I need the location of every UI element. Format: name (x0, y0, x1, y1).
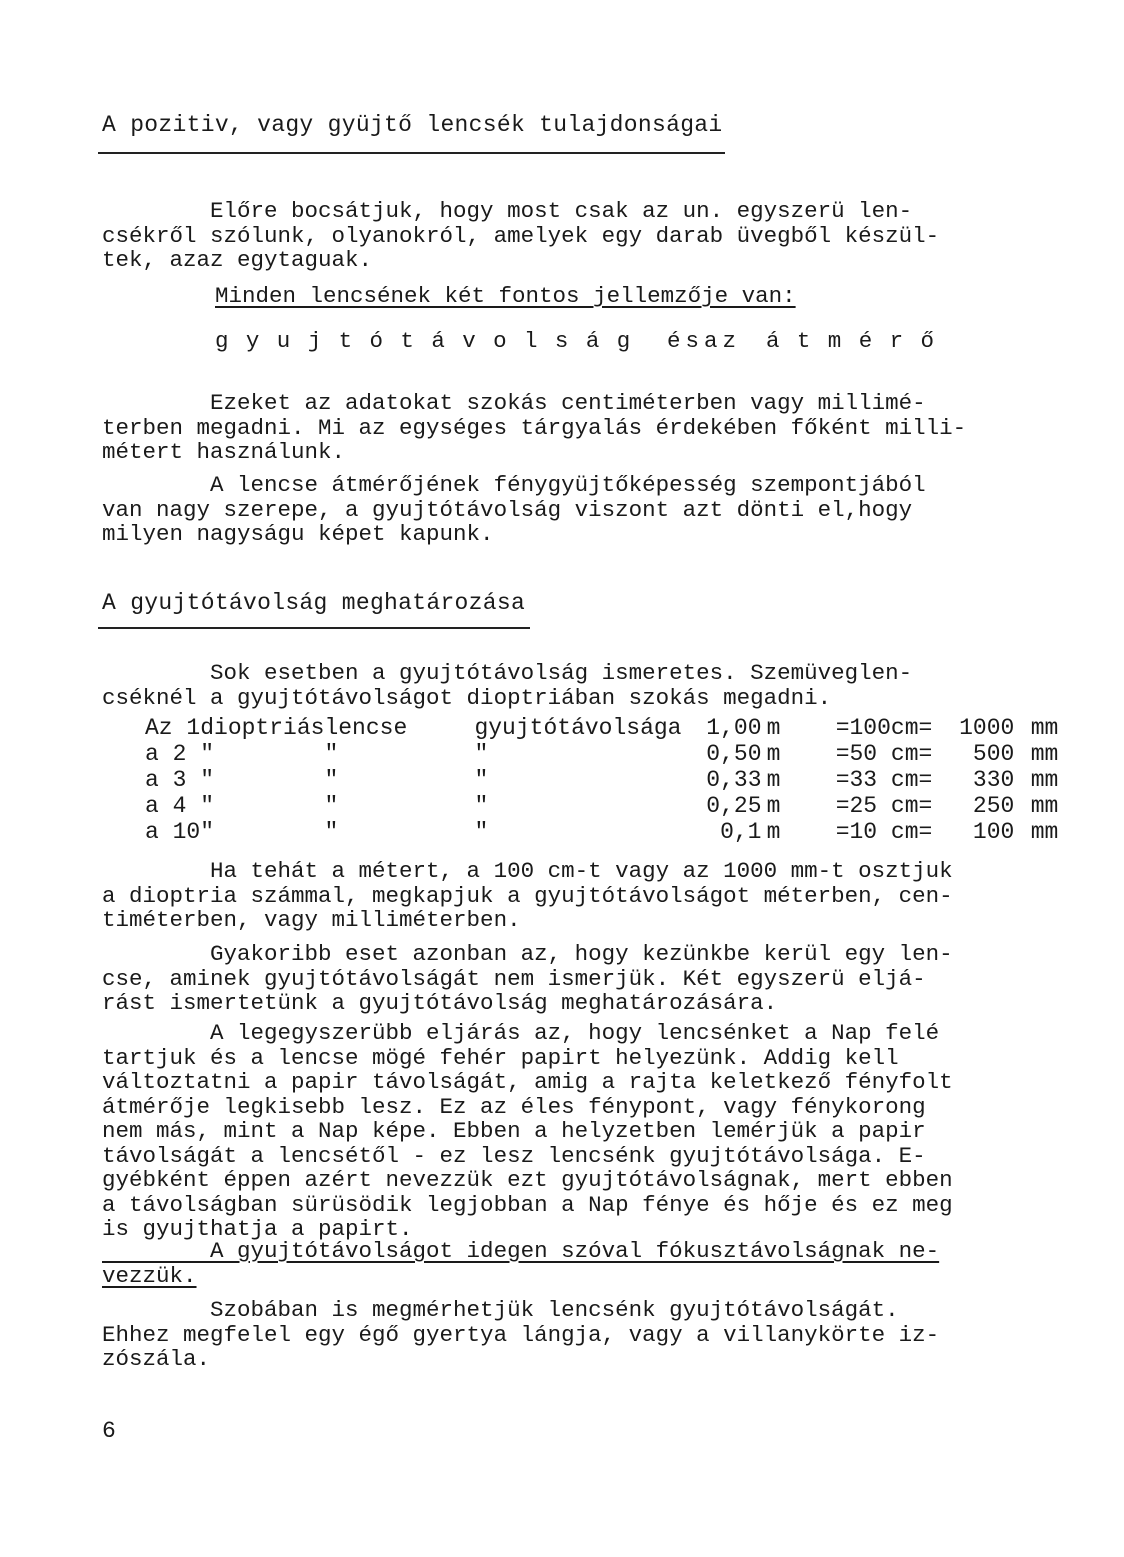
text-line: nem más, mint a Nap képe. Ebben a helyzetben lemérjük a papir (102, 1118, 926, 1144)
text-line: a távolságban sürüsödik legjobban a Nap fénye és hője és ez meg (102, 1191, 953, 1218)
section-heading-positive-lenses: A pozitiv, vagy gyüjtő lencsék tulajdonságai (102, 112, 723, 138)
text-line: rást ismertetünk a gyujtótávolság meghatározására. (102, 990, 778, 1016)
diopter-word-cell: " (200, 793, 215, 819)
unit-mm-cell: mm (1030, 767, 1059, 793)
focal-length-word-cell: " (474, 741, 489, 767)
diopter-count-cell: a 4 (145, 793, 187, 819)
key-term-and: ésaz (667, 328, 742, 354)
unit-m-cell: m (766, 715, 781, 741)
focal-cm-value-cell: 100 (849, 715, 891, 741)
table-row (145, 741, 1058, 767)
focal-length-word-cell: gyujtótávolsága (474, 715, 682, 741)
text-line: is gyujthatja a papirt. (102, 1216, 413, 1242)
text-line: van nagy szerepe, a gyujtótávolság viszont azt dönti el,hogy (102, 496, 913, 523)
text-line: A gyujtótávolságot idegen szóval fókusztávolságnak ne- (102, 1238, 940, 1264)
sun-method-paragraph (102, 1021, 953, 1242)
focal-m-value-cell: 1,00 (706, 715, 762, 741)
table-row (145, 793, 1058, 819)
text-line: métert használunk. (102, 439, 346, 465)
text-line: cséknél a gyujtótávolságot dioptriában szokás megadni. (102, 684, 832, 711)
text-line: Ehhez megfelel egy égő gyertya lángja, vagy a villanykörte iz- (102, 1321, 940, 1348)
diameter-paragraph (102, 473, 926, 547)
table-row (145, 819, 1058, 845)
section-heading-focal-length: A gyujtótávolság meghatározása (102, 590, 526, 616)
diopter-word-cell: " (200, 767, 215, 793)
diopter-count-cell: a 3 (145, 767, 187, 793)
text-line: távolságát a lencsétől - ez lesz lencsénk gyujtótávolsága. E- (102, 1142, 926, 1169)
text-line: Sok esetben a gyujtótávolság ismeretes. Szemüveglen- (102, 660, 913, 686)
diopter-word-cell: " (200, 741, 215, 767)
focal-mm-value-cell: 100 (972, 819, 1015, 845)
unit-cm-cell: cm= (890, 819, 933, 845)
unit-mm-cell: mm (1030, 793, 1059, 819)
focal-m-value-cell: 0,1 (720, 819, 762, 845)
focal-mm-value-cell: 250 (972, 793, 1015, 819)
text-line: Előre bocsátjuk, hogy most csak az un. egyszerü len- (102, 198, 913, 224)
text-line: A legegyszerübb eljárás az, hogy lencsénket a Nap felé (102, 1020, 940, 1046)
focal-m-value-cell: 0,33 (706, 767, 762, 793)
lens-word-cell: " (324, 767, 339, 793)
diopter-intro-paragraph (102, 661, 912, 710)
key-term-diameter: átmérő (766, 328, 952, 354)
division-paragraph (102, 859, 953, 933)
focus-term-paragraph (102, 1239, 939, 1288)
text-line: változtatni a papir távolságát, amig a rajta keletkező fényfolt (102, 1069, 953, 1095)
text-line: tartjuk és a lencse mögé fehér papirt helyezünk. Addig kell (102, 1044, 899, 1071)
common-case-paragraph (102, 942, 953, 1016)
text-line: cse, aminek gyujtótávolságát nem ismerjük. Két egyszerü eljá- (102, 965, 926, 992)
unit-cm-cell: cm= (890, 793, 933, 819)
heading-underline (98, 152, 725, 154)
diopter-count-cell: a 10 (145, 819, 201, 845)
text-line: gyébként éppen azért nevezzük ezt gyujtótávolságnak, mert ebben (102, 1167, 953, 1193)
text-line: milyen nagyságu képet kapunk. (102, 521, 494, 547)
focal-m-value-cell: 0,25 (706, 793, 762, 819)
table-row (145, 767, 1058, 793)
lens-word-cell: " (324, 741, 339, 767)
intro-paragraph (102, 199, 939, 273)
text-line: vezzük. (102, 1262, 197, 1289)
heading-underline (98, 627, 530, 629)
unit-m-cell: m (766, 819, 781, 845)
text-line: A lencse átmérőjének fénygyüjtőképesség szempontjából (102, 472, 926, 498)
focal-m-value-cell: 0,50 (706, 741, 762, 767)
equals-sign-cell: = (835, 793, 850, 819)
text-line: Szobában is megmérhetjük lencsénk gyujtótávolságát. (102, 1297, 899, 1323)
text-line: Minden lencsének két fontos jellemzője van: (215, 283, 796, 309)
focal-cm-value-cell: 33 (849, 767, 878, 793)
unit-m-cell: m (766, 741, 781, 767)
text-line: csékről szólunk, olyanokról, amelyek egy darab üvegből készül- (102, 222, 940, 249)
unit-cm-cell: cm= (890, 767, 933, 793)
diopter-word-cell: " (200, 819, 215, 845)
equals-sign-cell: = (835, 715, 850, 741)
unit-mm-cell: mm (1030, 741, 1059, 767)
room-method-paragraph (102, 1298, 939, 1372)
focal-length-word-cell: " (474, 819, 489, 845)
text-line: Ha tehát a métert, a 100 cm-t vagy az 1000 mm-t osztjuk (102, 858, 953, 884)
unit-mm-cell: mm (1030, 819, 1059, 845)
text-line: tek, azaz egytaguak. (102, 247, 373, 273)
text-line: terben megadni. Mi az egységes tárgyalás érdekében főként milli- (102, 414, 967, 441)
unit-m-cell: m (766, 793, 781, 819)
unit-cm-cell: cm= (890, 741, 933, 767)
focal-cm-value-cell: 25 (849, 793, 878, 819)
focal-mm-value-cell: 500 (972, 741, 1015, 767)
text-line: Ezeket az adatokat szokás centiméterben vagy millimé- (102, 390, 926, 416)
text-line: a dioptria számmal, megkapjuk a gyujtótávolságot méterben, cen- (102, 882, 953, 909)
equals-sign-cell: = (835, 819, 850, 845)
key-term-focal-length: gyujtótávolság (215, 328, 648, 354)
lens-word-cell: " (324, 819, 339, 845)
focal-cm-value-cell: 50 (849, 741, 878, 767)
diopter-count-cell: Az 1 (145, 715, 201, 741)
focal-cm-value-cell: 10 (849, 819, 878, 845)
unit-mm-cell: mm (1030, 715, 1059, 741)
text-line: timéterben, vagy milliméterben. (102, 907, 521, 933)
text-line: zószála. (102, 1346, 211, 1372)
focal-mm-value-cell: 330 (972, 767, 1015, 793)
page-number: 6 (102, 1418, 116, 1444)
diopter-count-cell: a 2 (145, 741, 187, 767)
features-heading (215, 284, 796, 309)
diopter-table (145, 715, 1058, 845)
focal-mm-value-cell: 1000 (959, 715, 1015, 741)
equals-sign-cell: = (835, 741, 850, 767)
focal-length-word-cell: " (474, 793, 489, 819)
lens-word-cell: " (324, 793, 339, 819)
text-line: átmérője legkisebb lesz. Ez az éles fénypont, vagy fénykorong (102, 1093, 926, 1120)
unit-cm-cell: cm= (890, 715, 933, 741)
text-line: Gyakoribb eset azonban az, hogy kezünkbe kerül egy len- (102, 941, 953, 967)
equals-sign-cell: = (835, 767, 850, 793)
diopter-word-cell: dioptriás (200, 715, 325, 741)
unit-m-cell: m (766, 767, 781, 793)
focal-length-word-cell: " (474, 767, 489, 793)
table-row (145, 715, 1058, 741)
units-paragraph (102, 391, 966, 465)
lens-word-cell: lencse (324, 715, 408, 741)
